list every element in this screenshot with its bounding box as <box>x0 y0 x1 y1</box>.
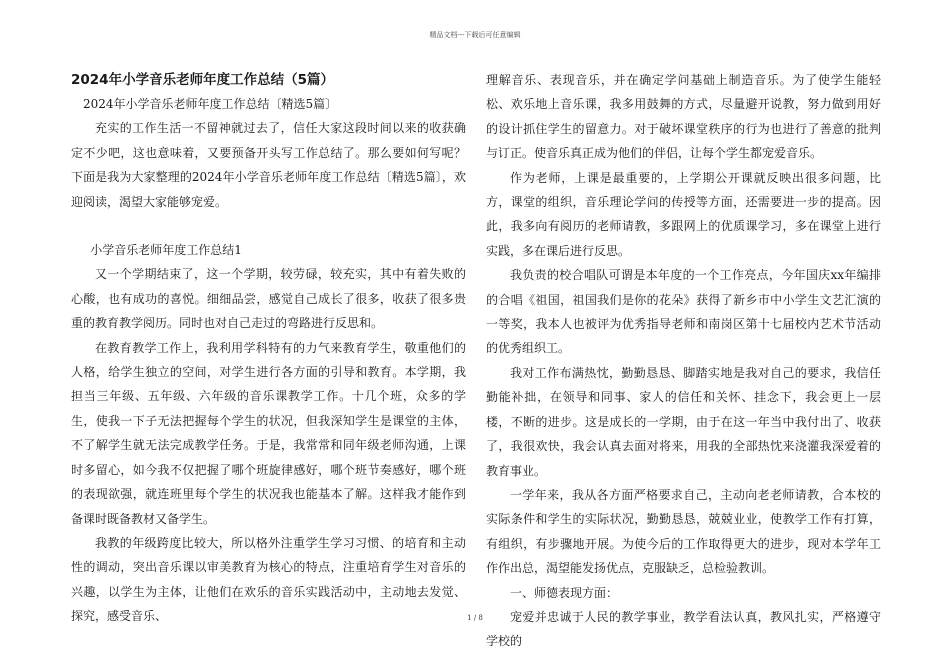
body-paragraph: 宠爱并忠诚于人民的教学事业，教学看法认真，教风扎实，严格遵守学校的 <box>486 609 881 649</box>
body-paragraph: 我对工作布满热忱，勤勤恳恳、脚踏实地是我对自己的要求，我信任勤能补拙，在领导和同事、家人的信任和关怀、挂念下，我会更上一层楼，不断的进步。这是成长的一学期，由于在这一年当中我付出了、收获了，我很欢快，我会认真去面对将来，用我的全部热忱来浇灌我深爱着的教育事业。 <box>486 365 881 478</box>
page-number: 1 / 8 <box>467 614 483 622</box>
body-paragraph: 理解音乐、表现音乐，并在确定学问基础上制造音乐。为了使学生能轻松、欢乐地上音乐课，我多用鼓舞的方式，尽量避开说教，努力做到用好的设计抓住学生的留意力。对于破坏课堂秩序的行为也进行了善意的批判与订正。使音乐真正成为他们的伴侣，让每个学生都宠爱音乐。 <box>486 73 881 161</box>
page-header: 精品文档---下载后可任意编辑 <box>429 31 521 39</box>
body-paragraph: 一学年来，我从各方面严格要求自己，主动向老老师请教，合本校的实际条件和学生的实际状况，勤勤恳恳，兢兢业业，使教学工作有打算，有组织，有步骤地开展。为使今后的工作取得更大的进步，现对本学年工作作出总，渴望能发扬优点，克服缺乏，总检验教训。 <box>486 487 881 576</box>
right-column <box>486 68 881 654</box>
left-column <box>71 68 466 629</box>
document-subtitle: 2024年小学音乐老师年度工作总结〔精选5篇〕 <box>83 97 338 111</box>
intro-paragraph: 充实的工作生活一不留神就过去了，信任大家这段时间以来的收获确定不少吧，这也意味着，又要预备开头写工作总结了。那么要如何写呢？下面是我为大家整理的2024年小学音乐老师年度工作总结〔精选5篇〕，欢迎阅读，渴望大家能够宠爱。 <box>71 121 466 209</box>
body-paragraph: 在教育教学工作上，我利用学科特有的力气来教育学生，敬重他们的人格，给学生独立的空间，对学生进行各方面的引导和教育。本学期，我担当三年级、五年级、六年级的音乐课教学工作。十几个班，众多的学生，使我一下子无法把握每个学生的状况，但我深知学生是课堂的主体，不了解学生就无法完成教学任务。于是，我常常和同年级老师沟通，上课时多留心，如今我不仅把握了哪个班旋律感好，哪个班节奏感好，哪个班的表现欲强，就连班里每个学生的状况我也能基本了解。这样我才能作到备课时既备教材又备学生。 <box>71 340 466 526</box>
document-title: 2024年小学音乐老师年度工作总结（5篇） <box>71 72 334 88</box>
body-paragraph: 作为老师，上课是最重要的，上学期公开课就反映出很多问题，比方，课堂的组织，音乐理论学问的传授等方面，还需要进一步的提高。因此，我多向有阅历的老师请教，多跟网上的优质课学习，多在课堂上进行实践，多在课后进行反思。 <box>486 170 881 258</box>
body-paragraph: 我负责的校合唱队可谓是本年度的一个工作亮点，今年国庆xx年编排的合唱《祖国，祖国我们是你的花朵》获得了新乡市中小学生文艺汇演的一等奖，我本人也被评为优秀指导老师和南岗区第十七届校内艺术节活动的优秀组织工。 <box>486 268 881 356</box>
subsection-heading: 一、师德表现方面： <box>510 585 619 600</box>
section-heading: 小学音乐老师年度工作总结1 <box>90 243 242 258</box>
body-paragraph: 我教的年级跨度比较大，所以格外注重学生学习习惯、的培育和主动性的调动，突出音乐课以审美教育为核心的特点，注重培育学生对音乐的兴趣，以学生为主体，让他们在欢乐的音乐实践活动中，主动地去发觉、探究，感受音乐、 <box>71 535 466 624</box>
body-paragraph: 又一个学期结束了，这一个学期，较劳碌，较充实，其中有着失败的心酸，也有成功的喜悦。细细品尝，感觉自己成长了很多，收获了很多贵重的教育教学阅历。同时也对自己走过的弯路进行反思和。 <box>71 267 466 331</box>
blank-gap <box>71 214 466 238</box>
